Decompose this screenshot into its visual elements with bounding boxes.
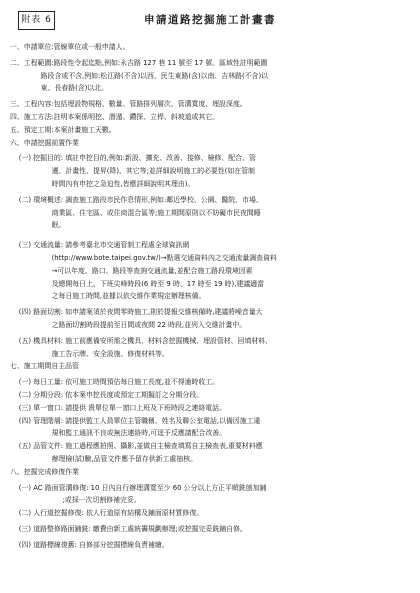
item-7-1-daily: (一) 每日工量: 依可施工時間預估每日施工長度,並不得逾時收工。 — [10, 378, 220, 387]
section-3-content: 三、工程內容:包括埋設物規格、數量、管路排列層次、管溝寬度、埋設深度。 — [10, 100, 247, 109]
item-6-1-purpose: (一) 挖掘目的: 填註申挖目的,例如:新設、擴充、改善、接修、檢修、配合、管 — [10, 154, 256, 163]
item-6-3-traffic: (三) 交通流量: 請參考臺北市交通管制工程處全球資訊網 — [10, 241, 190, 250]
attachment-label: 附表 6 — [18, 11, 55, 30]
item-7-3-contact: (三) 單一窗口: 請提供 貴單位單一窗口上班及下班時段之連絡電話。 — [10, 403, 226, 412]
item-6-4-line: 之路面切割時段提前至日間或夜間 22 時段,並列入交維計畫中。 — [10, 320, 247, 329]
item-6-3-line: →可以年度、路口、路段等查詢交通流量,並配合施工路段環境因素 — [10, 266, 253, 275]
item-7-4-line: 規和監工通訊不良或無法連絡時,可逕予反應請配合改善。 — [10, 429, 227, 438]
item-6-2-line: 眠。 — [10, 221, 66, 230]
section-2-scope-line: 路段含或不含,例如:松江路(不含)以西、民生東路(含)以南、吉林路(不含)以 — [10, 71, 269, 80]
item-6-2-line: 商業區、住宅區、或住商混合區等;施工期間原則以不妨礙市民夜間睡 — [10, 208, 261, 217]
document-title: 申請道路挖掘施工計畫書 — [144, 14, 276, 26]
item-8-1-line: ;或採一次切割修補完妥。 — [10, 496, 141, 505]
item-8-4-markings: (四) 道路標線復舊: 自修部分挖掘標線負責補繪。 — [10, 540, 169, 549]
item-6-5-line: 施工告示牌、安全設施、修復材料等。 — [10, 349, 169, 358]
item-8-1-ac-repair: (一) AC 路面管溝修復: 10 日內自行辦理溝寬至少 60 公分以上方正平順銑刨加鋪 — [10, 483, 267, 492]
item-6-2-environment: (二) 環境概述: 調查施工路段市民作息情形,例如:鄰近學校、公園、醫院、市場、 — [10, 195, 263, 204]
item-6-3-line: 及總開每日上、下班尖峰時段(6 時至 9 時、17 時至 19 時),建議適當 — [10, 279, 265, 288]
item-8-3-resurfacing: (三) 道路整修路面鋪銑: 繳費由新工處統籌規劃辦理;或挖掘完妥銑鋪自修。 — [10, 524, 247, 533]
item-7-5-line: 辦理檢(試)驗,品管文件應予留存供新工處抽核。 — [10, 454, 197, 463]
section-8-heading: 八、挖掘完成修復作業 — [10, 467, 79, 476]
section-2-scope: 二、工程範圍:路段性令起迄點,例如:永吉路 127 巷 11 號至 17 號。區域性註明範圍 — [10, 58, 268, 67]
item-7-4-management: (四) 管理階層: 請提供監工人員單位主管職稱、姓名及聯公室電話,以備因施工違 — [10, 416, 261, 425]
item-6-1-line: 時間內有申挖之急迫性,皆應詳細說明其理由)。 — [10, 179, 195, 188]
section-2-scope-line: 東、長春路(含)以北。 — [10, 84, 109, 93]
section-5-schedule: 五、預定工期:本案計畫施工天數。 — [10, 125, 116, 134]
section-4-method: 四、施工方法:註明本案係明挖、潛遁、鑽探、立桿、斜坡道或其它。 — [10, 112, 220, 121]
item-8-2-sidewalk: (二) 人行道挖掘修復: 依人行道原有結構及鋪面原材質修復。 — [10, 509, 204, 518]
section-6-heading: 六、申請挖掘前置作業 — [10, 138, 79, 147]
document-body — [10, 41, 410, 551]
item-6-3-line: (http://www.bote.taipei.gov.tw/)→點選交通資料內之交通流量調查資料 — [10, 253, 277, 262]
section-7-heading: 七、施工期間自主品管 — [10, 362, 79, 371]
item-6-1-line: 遷、計畫性、提昇(降)、其它等;並詳細說明施工的必要性(如在管制 — [10, 167, 255, 176]
item-7-2-phases: (二) 分期分段: 依本案申挖長度或預定工期擬訂之分期分段。 — [10, 390, 204, 399]
item-6-3-line: 之每日施工時間,並據以依交維作業規定辦理核備。 — [10, 292, 206, 301]
item-6-5-equipment: (五) 機具材料: 施工前應備安所需之機具、材料含挖掘機械、埋設管材、回填材料、 — [10, 336, 273, 345]
item-7-5-quality: (五) 品管文件: 施工過程應拍照、攝影,並做自主檢查填寫自主檢查表,重要材料應 — [10, 442, 263, 451]
section-1-applicant: 一、申請單位:管線單位或一般申請人。 — [10, 43, 130, 51]
item-6-4-cutting: (四) 路面切割: 如申請案須於夜間零時施工,則於提報交維核備時,建議將噪音量大 — [10, 308, 263, 317]
